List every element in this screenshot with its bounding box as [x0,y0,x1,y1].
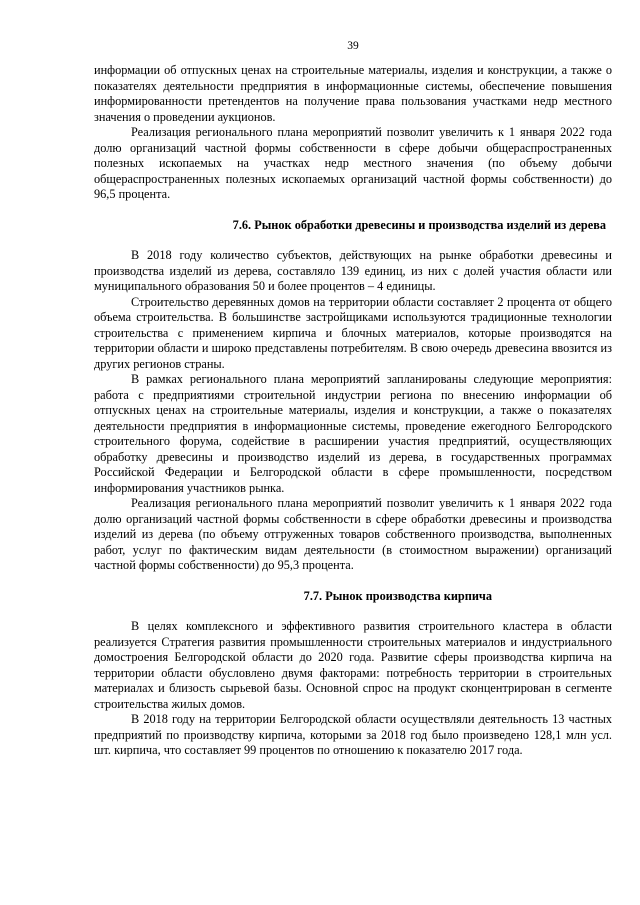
paragraph-brick-production: В 2018 году на территории Белгородской области осуществляли деятельность 13 частных предприятий по производству кирпича, которыми за 2018 год было произведено 128,1 млн усл. шт. кирпича, что составляет 99 процентов по отношению к показателю 2017 года. [94,712,612,757]
paragraph-wood-subjects: В 2018 году количество субъектов, действующих на рынке обработки древесины и производства изделий из дерева, составляло 139 единиц, из них с долей участия области или муниципального образования 50 и более процентов – 4 единицы. [94,248,612,293]
paragraph-wood-construction: Строительство деревянных домов на территории области составляет 2 процента от общего объема строительства. В большинстве застройщиками используются традиционные технологии строительства с применением кирпича и блочных материалов, которые производятся на территории области и широко представлены потребителям. В свою очередь древесина ввозится из других регионов страны. [94,294,612,371]
paragraph-brick-strategy: В целях комплексного и эффективного развития строительного кластера в области реализуется Стратегия развития промышленности строительных материалов и индустриального домостроения Белгородской области до 2020 года. Развитие сферы производства кирпича на территории области обусловлено двумя факторами: потребность территории в строительных материалах и близость сырьевой базы. Основной спрос на продукт сконцентрирован в сегменте строительства жилых домов. [94,619,612,711]
paragraph-continuation: информации об отпускных ценах на строительные материалы, изделия и конструкции, а также о показателях деятельности предприятия в информационные системы, обеспечение повышения информированности претендентов на получение права пользования участками недр местного значения о проведении аукционов. [94,63,612,124]
paragraph-wood-measures: В рамках регионального плана мероприятий запланированы следующие мероприятия: работа с предприятиями строительной индустрии региона по внесению информации об отпускных ценах на строительные материалы, изделия и конструкции, а также о показателях деятельности предприятия в информационные системы, проведение ежегодного Белгородского строительного форума, содействие в расширении участия предприятий, осуществляющих обработку древесины и производство изделий из дерева, в государственных программах Российской Федерации и Белгородской области в сфере промышленности, посредством информирования участников рынка. [94,372,612,495]
paragraph-plan-extraction: Реализация регионального плана мероприятий позволит увеличить к 1 января 2022 года долю организаций частной формы собственности в сфере добычи общераспространенных полезных ископаемых на участках недр местного значения (по объему добычи общераспространенных полезных ископаемых организаций частной формы собственности) до 96,5 процента. [94,125,612,201]
page-number: 39 [347,40,359,52]
document-body [94,63,612,759]
section-heading-wood: 7.6. Рынок обработки древесины и производства изделий из дерева [232,217,606,232]
section-heading-brick: 7.7. Рынок производства кирпича [303,588,492,603]
paragraph-wood-plan: Реализация регионального плана мероприятий позволит увеличить к 1 января 2022 года долю организаций частной формы собственности в сфере обработки древесины и производства изделий из дерева (по объему отгруженных товаров собственного производства, выполненных работ, услуг по фактическим видам деятельности (в стоимостном выражении) организаций частной формы собственности) до 95,3 процента. [94,496,612,572]
